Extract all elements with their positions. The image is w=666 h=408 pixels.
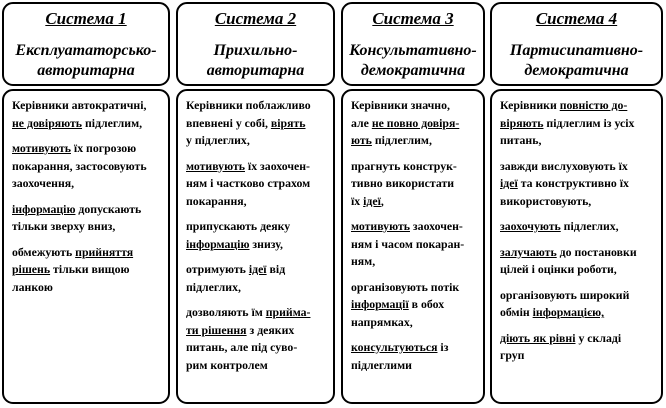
- system-description: [2, 89, 170, 404]
- system-name-line: авторитарна: [206, 62, 305, 79]
- description-text: покарання,: [186, 193, 247, 208]
- description-text: ням і частково страхом: [186, 176, 311, 190]
- description-text: припускають деяку: [186, 219, 291, 233]
- system-name-line: Експлуататорсько-: [15, 42, 157, 59]
- key-term: рішень: [12, 262, 51, 276]
- key-term: мотивують: [186, 158, 245, 173]
- description-text: знизу,: [249, 236, 283, 251]
- description-paragraph: [12, 140, 160, 193]
- description-paragraph: [186, 218, 325, 253]
- system-number: Система 1: [45, 9, 127, 28]
- system-name-line: Партисипативно-: [509, 42, 644, 59]
- system-header: [2, 2, 170, 86]
- description-paragraph: [12, 97, 160, 132]
- description-text: та конструктивно їх: [517, 176, 629, 190]
- description-text: організовують потік: [351, 279, 460, 294]
- description-text: підлеглих,: [186, 279, 241, 294]
- description-text: з деяких: [246, 322, 295, 337]
- description-paragraph: [12, 244, 160, 297]
- key-term: віряють: [500, 115, 544, 130]
- key-term: інформації: [351, 297, 409, 311]
- description-text: до постановки: [556, 244, 637, 259]
- system-name: [178, 41, 333, 81]
- description-text: їх: [351, 193, 364, 208]
- system-name-line: Консультативно-: [349, 42, 477, 59]
- description-text: із: [437, 340, 449, 354]
- description-text: підлеглим із усіх: [543, 115, 635, 130]
- description-text: завжди вислуховують їх: [500, 158, 628, 173]
- description-paragraph: [351, 339, 475, 374]
- description-text: отримують: [186, 262, 249, 276]
- key-term: не довіряють: [12, 115, 83, 130]
- description-text: від: [266, 262, 286, 276]
- system-name: [492, 41, 661, 81]
- description-text: ням і часом покаран-: [351, 236, 465, 251]
- description-text: прагнуть конструк-: [351, 158, 457, 173]
- system-description: [341, 89, 485, 404]
- description-text: цілей і оцінки роботи,: [500, 262, 617, 276]
- key-term: заохочують: [500, 219, 561, 233]
- system-description: [490, 89, 663, 404]
- description-text: підлеглих,: [560, 219, 619, 233]
- system-name-line: демократична: [524, 62, 629, 79]
- description-text: Керівники автократичні,: [12, 98, 147, 112]
- description-text: в обох: [408, 297, 445, 311]
- system-number: Система 3: [372, 9, 454, 28]
- key-term: діють як рівні: [500, 330, 576, 345]
- description-text: впевнені у собі,: [186, 115, 271, 130]
- system-name-line: демократична: [360, 62, 466, 79]
- description-text: питань,: [500, 133, 542, 147]
- description-text: тільки вищою: [50, 262, 130, 276]
- description-text: у складі: [575, 330, 622, 345]
- key-term: ють: [351, 133, 372, 147]
- system-number: Система 4: [535, 9, 618, 28]
- key-term: ідеї: [500, 176, 518, 190]
- description-text: у підлеглих,: [186, 133, 250, 147]
- description-text: підлеглим,: [371, 133, 432, 147]
- system-name-line: авторитарна: [37, 62, 135, 79]
- system-header: [490, 2, 663, 86]
- key-term: залучають: [500, 244, 557, 259]
- description-text: ланкою: [12, 279, 53, 294]
- key-term: консультуються: [351, 340, 438, 354]
- description-paragraph: [351, 218, 475, 271]
- description-text: питань, але під суво-: [186, 340, 298, 354]
- description-text: використовують,: [500, 193, 592, 208]
- description-text: тільки зверху вниз,: [12, 219, 116, 233]
- description-paragraph: [500, 218, 653, 236]
- description-paragraph: [186, 158, 325, 211]
- description-text: їх заохочен-: [244, 158, 310, 173]
- key-term: ідеї: [363, 193, 381, 208]
- description-text: але: [351, 115, 372, 130]
- description-text: організовують широкий: [500, 287, 630, 302]
- description-text: заохочення,: [12, 176, 75, 190]
- description-paragraph: [186, 261, 325, 296]
- description-text: підлеглими: [351, 357, 412, 372]
- description-text: Керівники значно,: [351, 98, 450, 112]
- description-text: Керівники: [500, 98, 560, 112]
- description-text: тивно використати: [351, 176, 455, 190]
- description-text: допускають: [75, 201, 142, 216]
- description-paragraph: [500, 244, 653, 279]
- description-paragraph: [500, 287, 653, 322]
- description-paragraph: [351, 97, 475, 150]
- key-term: мотивують: [12, 141, 71, 155]
- system-name: [4, 41, 168, 81]
- description-text: ,: [380, 193, 384, 208]
- key-term: мотивують: [351, 219, 410, 233]
- description-text: підлеглим,: [82, 115, 143, 130]
- description-text: дозволяють їм: [186, 305, 266, 319]
- key-term: інформацією,: [532, 305, 605, 319]
- system-header: [341, 2, 485, 86]
- description-paragraph: [500, 330, 653, 365]
- description-text: обмежують: [12, 244, 76, 259]
- description-text: рим контролем: [186, 357, 268, 372]
- description-paragraph: [500, 158, 653, 211]
- description-paragraph: [500, 97, 653, 150]
- system-name: [343, 41, 483, 81]
- description-text: заохочен-: [409, 219, 463, 233]
- description-text: обмін: [500, 305, 533, 319]
- description-paragraph: [186, 304, 325, 374]
- description-text: Керівники поблажливо: [186, 98, 311, 112]
- description-text: груп: [500, 348, 525, 362]
- description-paragraph: [12, 201, 160, 236]
- description-text: їх погрозою: [70, 141, 137, 155]
- system-name-line: Прихильно-: [213, 42, 298, 59]
- key-term: інформацію: [186, 236, 250, 251]
- key-term: ти рішення: [186, 322, 247, 337]
- key-term: не повно довіря-: [371, 115, 460, 130]
- description-text: ням,: [351, 254, 376, 268]
- key-term: вірять: [270, 115, 306, 130]
- description-paragraph: [351, 158, 475, 211]
- system-description: [176, 89, 335, 404]
- key-term: прийма-: [265, 305, 311, 319]
- description-text: покарання, застосовують: [12, 158, 147, 173]
- description-text: напрямках,: [351, 314, 413, 329]
- key-term: прийняття: [75, 244, 134, 259]
- description-paragraph: [351, 279, 475, 332]
- description-paragraph: [186, 97, 325, 150]
- system-number: Система 2: [214, 9, 297, 28]
- key-term: ідеї: [248, 262, 267, 276]
- key-term: інформацію: [12, 201, 76, 216]
- key-term: повністю до-: [559, 98, 628, 112]
- system-header: [176, 2, 335, 86]
